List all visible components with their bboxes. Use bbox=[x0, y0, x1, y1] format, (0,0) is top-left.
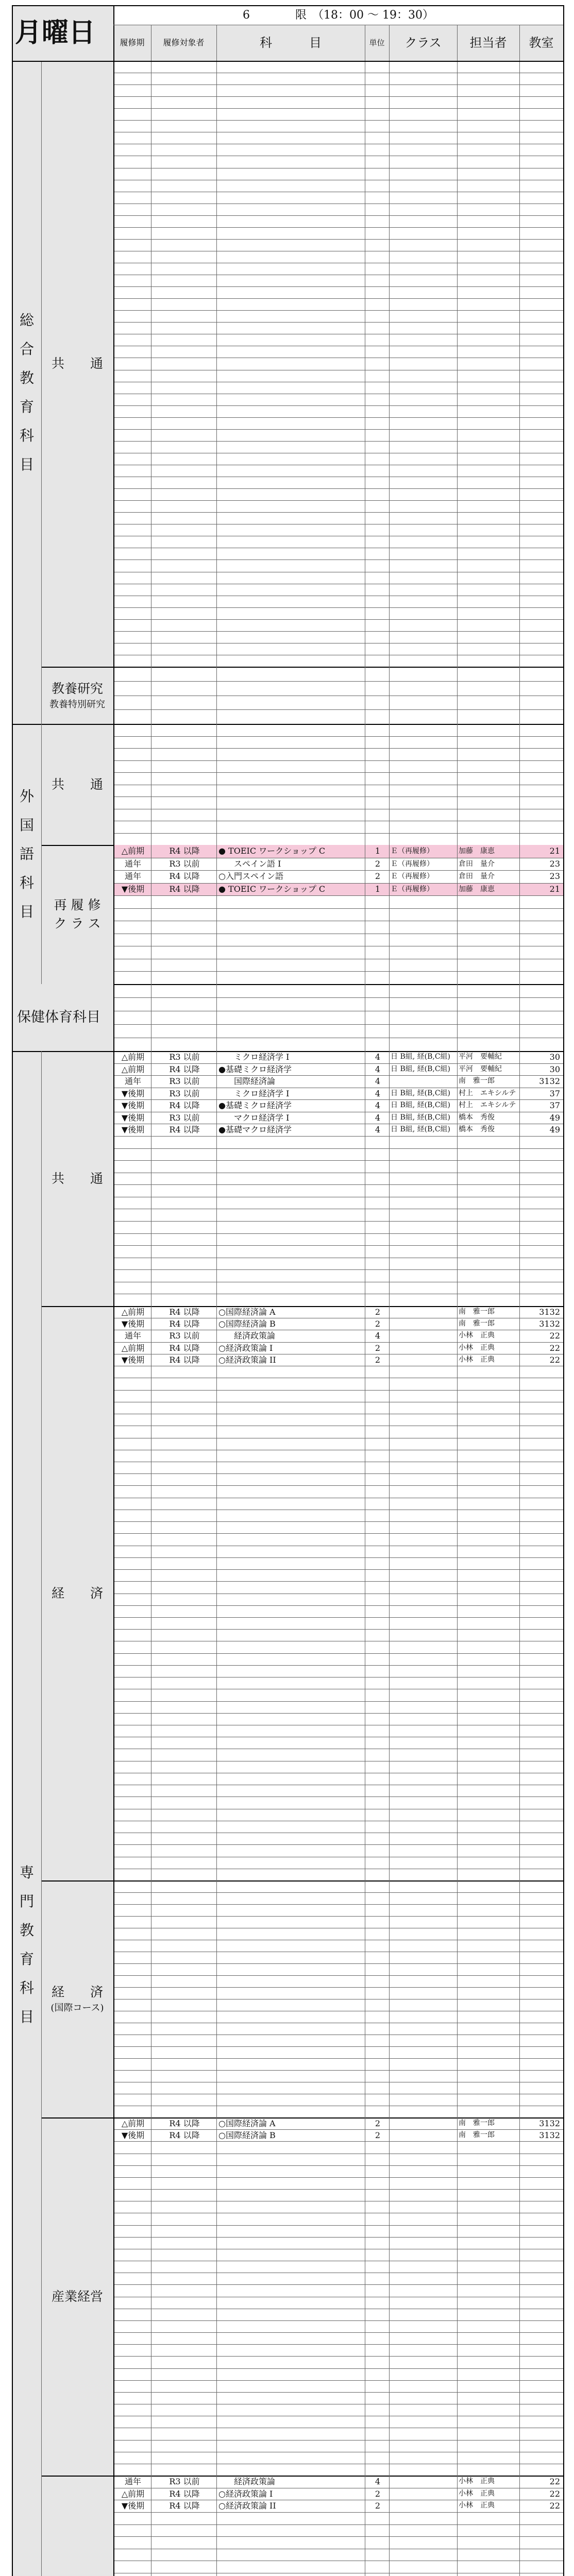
cell-credits: 2 bbox=[375, 858, 381, 869]
row-line bbox=[113, 631, 563, 632]
column-header-4: クラス bbox=[404, 36, 442, 50]
row-line bbox=[113, 298, 563, 299]
cell-room: 22 bbox=[549, 2477, 560, 2486]
cell-class: 日 B組, 経(B,C組) bbox=[391, 1064, 451, 1073]
cell-room: 49 bbox=[549, 1112, 560, 1123]
row-line bbox=[113, 1245, 563, 1246]
row-line bbox=[113, 2225, 563, 2226]
cell-credits: 4 bbox=[375, 2477, 381, 2486]
cell-teacher: 小林 正典 bbox=[459, 2489, 495, 2498]
cell-class: 日 B組, 経(B,C組) bbox=[391, 1089, 451, 1097]
cell-credits: 4 bbox=[375, 1088, 381, 1098]
row-line bbox=[113, 1221, 563, 1222]
row-line bbox=[113, 2177, 563, 2178]
cell-teacher: 村上 エキシルテ bbox=[459, 1101, 516, 1110]
cell-credits: 4 bbox=[375, 1112, 381, 1123]
cell-room: 3132 bbox=[539, 1307, 560, 1317]
cell-class bbox=[389, 1342, 457, 1354]
division-label bbox=[14, 61, 40, 724]
row-line bbox=[113, 405, 563, 406]
cell-room: 3132 bbox=[539, 1319, 560, 1329]
cell-term: 通年 bbox=[124, 1076, 141, 1087]
cell-class: Ｅ（再履修） bbox=[391, 872, 434, 881]
cell-teacher: 加藤 康恵 bbox=[459, 885, 495, 893]
cell-subject: ○経済政策論 I bbox=[218, 2488, 273, 2499]
row-line bbox=[113, 429, 563, 430]
section-label bbox=[43, 1306, 111, 1880]
section-label-text: 共 通 bbox=[51, 1171, 103, 1186]
cell-term: △前期 bbox=[121, 1064, 145, 1074]
cell-credits: 4 bbox=[375, 1076, 381, 1087]
cell-subject: ミクロ経済学 I bbox=[234, 1052, 290, 1062]
row-line bbox=[113, 2046, 563, 2047]
cell-target: R4 以降 bbox=[169, 1100, 200, 1111]
cell-teacher: 平河 要輔紀 bbox=[459, 1053, 502, 1061]
cell-target: R4 以降 bbox=[169, 871, 200, 882]
cell-room: 3132 bbox=[539, 2119, 560, 2128]
cell-target: R3 以前 bbox=[169, 1331, 200, 1341]
row-line bbox=[113, 2356, 563, 2357]
section-sublabel: (国際コース) bbox=[50, 2003, 104, 2013]
section-label bbox=[43, 845, 111, 984]
header-bottom-line bbox=[12, 61, 563, 62]
cell-subject: ○国際経済論 A bbox=[218, 1307, 276, 1317]
cell-room: 3132 bbox=[539, 1076, 560, 1087]
row-line bbox=[113, 2380, 563, 2381]
row-line bbox=[113, 239, 563, 240]
cell-credits: 1 bbox=[375, 846, 381, 856]
row-line bbox=[113, 619, 563, 620]
row-line bbox=[113, 488, 563, 489]
cell-teacher: 橋本 秀俊 bbox=[459, 1125, 495, 1134]
column-line bbox=[563, 5, 564, 2576]
cell-target: R3 以前 bbox=[169, 1112, 200, 1123]
row-line bbox=[113, 2189, 563, 2190]
cell-class bbox=[389, 1330, 457, 1342]
row-line bbox=[113, 1136, 563, 1137]
cell-class: 日 B組, 経(B,C組) bbox=[391, 1053, 451, 1061]
row-line bbox=[113, 1665, 563, 1666]
column-header-3: 単位 bbox=[369, 38, 385, 47]
cell-target: R3 以前 bbox=[169, 2477, 200, 2486]
row-line bbox=[113, 2165, 563, 2166]
cell-room: 23 bbox=[549, 871, 560, 882]
cell-teacher: 平河 要輔紀 bbox=[459, 1064, 502, 1073]
cell-subject: ○国際経済論 B bbox=[218, 2130, 276, 2141]
row-line bbox=[113, 1184, 563, 1185]
section-label bbox=[43, 1051, 111, 1306]
cell-target: R3 以前 bbox=[169, 1088, 200, 1098]
row-line bbox=[113, 796, 563, 797]
cell-teacher: 小林 正典 bbox=[459, 1343, 495, 1352]
section-label-text: 経 済 bbox=[51, 1985, 103, 1999]
cell-class: Ｅ（再履修） bbox=[391, 859, 434, 868]
cell-subject: スペイン語 I bbox=[234, 858, 281, 869]
row-line bbox=[113, 1521, 563, 1522]
cell-subject: マクロ経済学 I bbox=[234, 1112, 290, 1123]
row-line bbox=[113, 1653, 563, 1654]
cell-class bbox=[389, 1306, 457, 1318]
row-line bbox=[113, 1629, 563, 1630]
cell-credits: 2 bbox=[375, 1343, 381, 1353]
cell-credits: 2 bbox=[375, 1354, 381, 1365]
row-line bbox=[113, 1269, 563, 1270]
row-line bbox=[113, 2237, 563, 2238]
cell-subject: ● TOEIC ワークショップ C bbox=[218, 884, 326, 894]
cell-term: ▼後期 bbox=[121, 884, 145, 894]
row-line bbox=[113, 1473, 563, 1474]
row-line bbox=[113, 908, 563, 909]
division-label-text: 外国語科目 bbox=[19, 787, 34, 920]
row-line bbox=[113, 2332, 563, 2333]
row-line bbox=[113, 310, 563, 311]
section-line bbox=[41, 667, 563, 668]
column-line bbox=[113, 5, 114, 2576]
row-line bbox=[113, 512, 563, 513]
section-label-text: 共 通 bbox=[51, 356, 103, 371]
cell-teacher: 南 雅一郎 bbox=[459, 1308, 495, 1316]
column-header-2: 科 目 bbox=[260, 36, 322, 50]
cell-credits: 4 bbox=[375, 1331, 381, 1341]
column-line bbox=[216, 25, 217, 2576]
cell-class bbox=[389, 2488, 457, 2500]
row-line bbox=[113, 286, 563, 287]
page-title: 月曜日 bbox=[15, 17, 96, 48]
row-line bbox=[113, 1975, 563, 1976]
cell-term: △前期 bbox=[121, 1343, 145, 1353]
cell-term: 通年 bbox=[124, 871, 141, 882]
cell-target: R4 以降 bbox=[169, 1343, 200, 1353]
cell-teacher: 橋本 秀俊 bbox=[459, 1113, 495, 1122]
column-header-1: 履修対象者 bbox=[163, 38, 205, 47]
cell-credits: 2 bbox=[375, 2130, 381, 2141]
row-line bbox=[113, 1485, 563, 1486]
cell-subject: ○国際経済論 A bbox=[218, 2119, 276, 2128]
cell-room: 22 bbox=[549, 2501, 560, 2511]
cell-credits: 2 bbox=[375, 871, 381, 882]
cell-credits: 4 bbox=[375, 1064, 381, 1074]
row-line bbox=[113, 2440, 563, 2441]
cell-teacher: 小林 正典 bbox=[459, 1355, 495, 1364]
cell-subject: ○入門スペイン語 bbox=[218, 871, 283, 882]
division-label-text: 専門教育科目 bbox=[19, 1864, 34, 2025]
cell-subject: ○経済政策論 I bbox=[218, 1343, 273, 1353]
cell-target: R3 以前 bbox=[169, 1052, 200, 1062]
row-line bbox=[113, 1233, 563, 1234]
cell-term: ▼後期 bbox=[121, 1125, 145, 1135]
cell-credits: 4 bbox=[375, 1125, 381, 1135]
row-line bbox=[113, 2058, 563, 2059]
cell-credits: 2 bbox=[375, 1319, 381, 1329]
row-line bbox=[113, 681, 563, 682]
row-line bbox=[113, 1533, 563, 1534]
row-line bbox=[113, 322, 563, 323]
section-label-text: 産業経営 bbox=[51, 2289, 103, 2304]
cell-target: R4 以降 bbox=[169, 2501, 200, 2511]
cell-term: 通年 bbox=[124, 1331, 141, 1341]
row-line bbox=[113, 2536, 563, 2537]
cell-teacher: 南 雅一郎 bbox=[459, 2119, 495, 2127]
row-line bbox=[113, 417, 563, 418]
cell-target: R4 以降 bbox=[169, 1064, 200, 1074]
row-line bbox=[113, 772, 563, 773]
cell-term: ▼後期 bbox=[121, 2501, 145, 2511]
cell-teacher: 南 雅一郎 bbox=[459, 1319, 495, 1328]
row-line bbox=[113, 1605, 563, 1606]
row-line bbox=[113, 2284, 563, 2285]
outer-top-line bbox=[12, 5, 563, 6]
cell-class bbox=[389, 1075, 457, 1088]
cell-class: 日 B組, 経(B,C組) bbox=[391, 1101, 451, 1110]
cell-term: 通年 bbox=[124, 858, 141, 869]
section-column-line bbox=[41, 724, 42, 984]
cell-room: 22 bbox=[549, 2488, 560, 2499]
section-column-line bbox=[41, 61, 42, 724]
division-label bbox=[14, 724, 40, 984]
row-line bbox=[113, 1390, 563, 1391]
section-label-text: 再 履 修 ク ラ ス bbox=[54, 897, 101, 931]
section-label bbox=[43, 61, 111, 667]
row-line bbox=[113, 84, 563, 85]
column-line bbox=[519, 25, 520, 2576]
row-line bbox=[113, 2320, 563, 2321]
cell-subject: ●基礎ミクロ経済学 bbox=[218, 1100, 292, 1111]
row-line bbox=[113, 833, 563, 834]
row-line bbox=[113, 1963, 563, 1964]
row-line bbox=[113, 997, 563, 998]
cell-class bbox=[389, 2117, 457, 2129]
cell-subject: 国際経済論 bbox=[234, 1076, 276, 1087]
row-line bbox=[113, 500, 563, 501]
cell-class bbox=[389, 2500, 457, 2512]
cell-term: △前期 bbox=[121, 2119, 145, 2128]
cell-target: R4 以降 bbox=[169, 2488, 200, 2499]
cell-room: 30 bbox=[549, 1052, 560, 1062]
cell-subject: 経済政策論 bbox=[234, 1331, 276, 1341]
column-line bbox=[389, 25, 390, 2576]
cell-target: R4 以降 bbox=[169, 884, 200, 894]
cell-room: 22 bbox=[549, 1331, 560, 1341]
cell-teacher: 小林 正典 bbox=[459, 2501, 495, 2510]
cell-room: 3132 bbox=[539, 2130, 560, 2141]
cell-teacher: 南 雅一郎 bbox=[459, 2131, 495, 2140]
cell-term: ▼後期 bbox=[121, 1354, 145, 1365]
cell-target: R3 以前 bbox=[169, 858, 200, 869]
row-line bbox=[113, 2344, 563, 2345]
cell-room: 23 bbox=[549, 858, 560, 869]
section-label-text: 教養研究 bbox=[51, 681, 103, 696]
row-line bbox=[113, 1148, 563, 1149]
cell-teacher: 倉田 量介 bbox=[459, 859, 495, 868]
cell-subject: ●基礎ミクロ経済学 bbox=[218, 1064, 292, 1074]
cell-subject: ミクロ経済学 I bbox=[234, 1088, 290, 1098]
row-line bbox=[113, 1569, 563, 1570]
cell-room: 37 bbox=[549, 1088, 560, 1098]
cell-term: △前期 bbox=[121, 846, 145, 856]
section-column-line bbox=[41, 1051, 42, 2576]
cell-term: △前期 bbox=[121, 2488, 145, 2499]
division-label: 保健体育科目 bbox=[17, 1009, 100, 1025]
row-line bbox=[113, 1844, 563, 1845]
cell-teacher: 倉田 量介 bbox=[459, 872, 495, 881]
row-line bbox=[113, 1581, 563, 1582]
cell-target: R4 以降 bbox=[169, 846, 200, 856]
cell-class bbox=[389, 1354, 457, 1366]
cell-target: R4 以降 bbox=[169, 1307, 200, 1317]
row-line bbox=[113, 1904, 563, 1905]
cell-class: 日 B組, 経(B,C組) bbox=[391, 1113, 451, 1122]
row-line bbox=[113, 1160, 563, 1161]
cell-teacher: 加藤 康恵 bbox=[459, 847, 495, 855]
section-label-text: 共 通 bbox=[51, 776, 103, 792]
section-line bbox=[41, 1880, 563, 1882]
cell-term: ▼後期 bbox=[121, 1100, 145, 1111]
cell-room: 21 bbox=[549, 846, 560, 856]
division-label-text: 総合教育科目 bbox=[19, 311, 34, 473]
row-line bbox=[113, 2070, 563, 2071]
section-label-text: 経 済 bbox=[51, 1585, 103, 1601]
cell-credits: 2 bbox=[375, 2501, 381, 2511]
row-line bbox=[113, 441, 563, 442]
row-line bbox=[113, 748, 563, 749]
cell-target: R4 以降 bbox=[169, 2130, 200, 2141]
cell-subject: ●基礎マクロ経済学 bbox=[218, 1125, 292, 1135]
row-line bbox=[113, 1557, 563, 1558]
cell-target: R4 以降 bbox=[169, 1319, 200, 1329]
row-line bbox=[113, 2392, 563, 2393]
row-line bbox=[113, 1916, 563, 1917]
row-line bbox=[113, 1617, 563, 1618]
cell-subject: 経済政策論 bbox=[234, 2477, 276, 2486]
cell-class bbox=[389, 1318, 457, 1330]
column-header-6: 教室 bbox=[529, 36, 554, 50]
row-line bbox=[113, 736, 563, 737]
cell-class: Ｅ（再履修） bbox=[391, 847, 434, 855]
cell-teacher: 小林 正典 bbox=[459, 2477, 495, 2485]
cell-room: 37 bbox=[549, 1100, 560, 1111]
cell-target: R4 以降 bbox=[169, 1354, 200, 1365]
cell-target: R4 以降 bbox=[169, 2119, 200, 2128]
cell-credits: 4 bbox=[375, 1052, 381, 1062]
cell-subject: ○経済政策論 II bbox=[218, 2501, 276, 2511]
cell-credits: 2 bbox=[375, 2488, 381, 2499]
column-header-5: 担当者 bbox=[469, 36, 507, 50]
cell-teacher: 村上 エキシルテ bbox=[459, 1089, 516, 1097]
period-header: 6 限 （18：00 ～ 19：30） bbox=[243, 9, 434, 22]
section-label bbox=[43, 2476, 111, 2576]
row-line bbox=[113, 2524, 563, 2525]
column-header-0: 履修期 bbox=[120, 38, 145, 47]
cell-target: R3 以前 bbox=[169, 1076, 200, 1087]
cell-room: 22 bbox=[549, 1343, 560, 1353]
row-line bbox=[113, 1713, 563, 1714]
cell-class bbox=[389, 2129, 457, 2141]
section-label bbox=[43, 724, 111, 845]
section-sublabel: 教養特別研究 bbox=[49, 699, 105, 710]
section-label bbox=[43, 1880, 111, 2117]
row-line bbox=[113, 971, 563, 972]
cell-credits: 2 bbox=[375, 2119, 381, 2128]
cell-room: 30 bbox=[549, 1064, 560, 1074]
division-label bbox=[14, 1051, 40, 2576]
cell-teacher: 南 雅一郎 bbox=[459, 1077, 495, 1086]
cell-term: 通年 bbox=[124, 2477, 141, 2486]
cell-term: △前期 bbox=[121, 1052, 145, 1062]
row-line bbox=[113, 607, 563, 608]
row-line bbox=[113, 2512, 563, 2513]
cell-term: ▼後期 bbox=[121, 1319, 145, 1329]
row-line bbox=[113, 760, 563, 761]
cell-term: ▼後期 bbox=[121, 1112, 145, 1123]
row-line bbox=[113, 108, 563, 109]
cell-class: 日 B組, 経(B,C組) bbox=[391, 1125, 451, 1134]
cell-class bbox=[389, 2476, 457, 2488]
row-line bbox=[113, 120, 563, 121]
cell-subject: ○経済政策論 II bbox=[218, 1354, 276, 1365]
row-line bbox=[113, 1987, 563, 1988]
row-line bbox=[113, 709, 563, 710]
outer-left-line bbox=[12, 5, 13, 2576]
cell-subject: ● TOEIC ワークショップ C bbox=[218, 846, 326, 856]
cell-term: △前期 bbox=[121, 1307, 145, 1317]
cell-room: 49 bbox=[549, 1125, 560, 1135]
row-line bbox=[113, 1892, 563, 1893]
row-line bbox=[113, 227, 563, 228]
cell-room: 22 bbox=[549, 1354, 560, 1365]
cell-class: Ｅ（再履修） bbox=[391, 885, 434, 893]
row-line bbox=[113, 215, 563, 216]
cell-teacher: 小林 正典 bbox=[459, 1331, 495, 1340]
section-label bbox=[43, 2117, 111, 2476]
column-line bbox=[457, 25, 458, 2576]
cell-credits: 4 bbox=[375, 1100, 381, 1111]
cell-room: 21 bbox=[549, 884, 560, 894]
cell-term: ▼後期 bbox=[121, 2130, 145, 2141]
row-line bbox=[113, 96, 563, 97]
cell-term: ▼後期 bbox=[121, 1088, 145, 1098]
cell-subject: ○国際経済論 B bbox=[218, 1319, 276, 1329]
cell-target: R4 以降 bbox=[169, 1125, 200, 1135]
row-line bbox=[113, 1024, 563, 1025]
cell-credits: 1 bbox=[375, 884, 381, 894]
row-line bbox=[113, 1701, 563, 1702]
row-line bbox=[113, 2368, 563, 2369]
cell-credits: 2 bbox=[375, 1307, 381, 1317]
section-label bbox=[43, 667, 111, 724]
